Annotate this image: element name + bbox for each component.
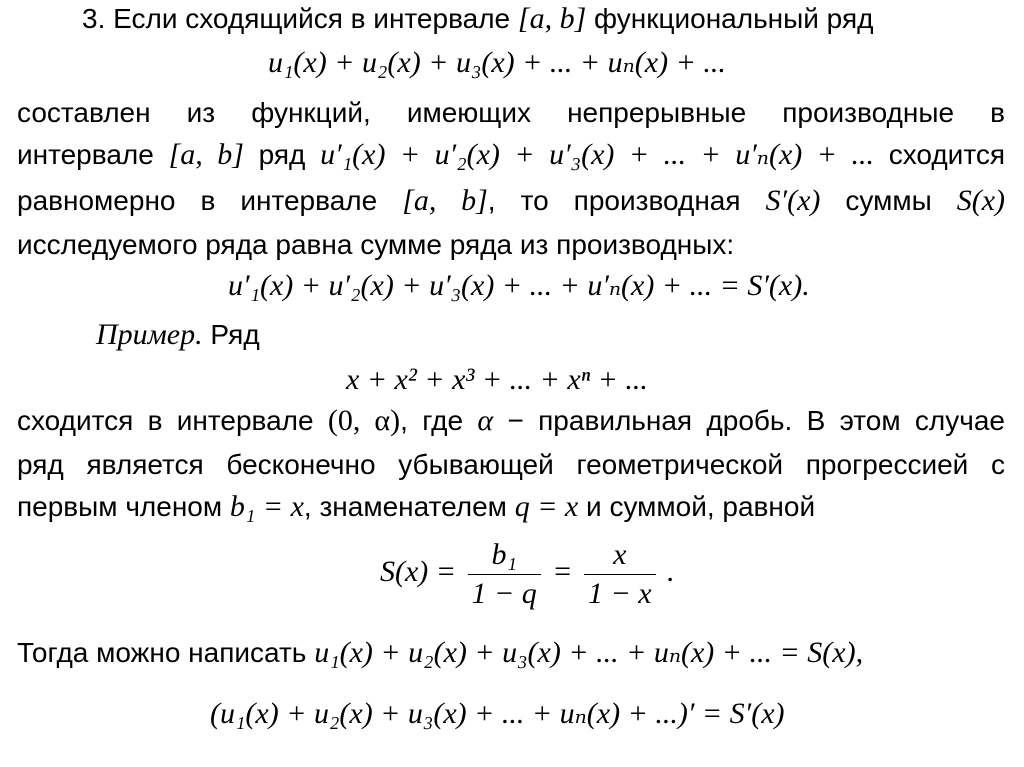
formula-period: . (667, 555, 675, 588)
first-term-eq: b₁ = x (229, 490, 304, 523)
text-line-9 (17, 636, 863, 670)
text-line-7: ряд является бесконечно убывающей геометрической прогрессией с (17, 449, 1005, 480)
word-ratio: , знаменателем (303, 491, 507, 522)
fraction-b1-over-1mq (468, 536, 541, 613)
word-first-term: первым членом (17, 491, 223, 522)
text-line-8 (17, 490, 815, 524)
text-line-1 (82, 2, 873, 36)
word-proper-fraction: − правильная дробь. В этом случае (507, 405, 1005, 436)
word-interval: интервале (17, 139, 154, 170)
sum-lhs: S(x) = (380, 555, 457, 588)
formula-sum (380, 532, 675, 613)
formula-sum-equals-S: u₁(x) + u₂(x) + u₃(x) + ... + uₙ(x) + ... = S(x), (314, 636, 864, 669)
word-then-can-write: Тогда можно написать (17, 637, 307, 668)
formula-final-derivative: (u₁(x) + u₂(x) + u₃(x) + ... + uₙ(x) + ...)′ = S′(x) (210, 697, 785, 730)
formula-series-x: x + x² + x³ + ... + xⁿ + ... (346, 363, 648, 396)
alpha-symbol: α (477, 404, 494, 437)
interval-ab-1: [a, b] (517, 2, 587, 35)
fraction-x-over-1mx (584, 536, 656, 613)
text-line-4 (17, 184, 1005, 218)
text-line-2: составлен из функций, имеющих непрерывные производные в (17, 97, 1005, 128)
example-label: Пример. (96, 318, 203, 351)
example-line (96, 318, 260, 352)
derivative-S: S′(x) (765, 184, 821, 217)
equals-sign: = (552, 555, 573, 588)
text-line-3 (17, 138, 1005, 172)
word-where: , где (400, 405, 464, 436)
word-series: ряд (258, 139, 306, 170)
word-sum: суммы (845, 185, 932, 216)
interval-ab-3: [a, b] (402, 184, 488, 217)
formula-series-u: u₁(x) + u₂(x) + u₃(x) + ... + uₙ(x) + ... (268, 46, 726, 79)
sum-S: S(x) (956, 184, 1006, 217)
ratio-eq: q = x (514, 490, 579, 523)
example-text: Ряд (210, 319, 260, 350)
theorem-intro-end: функциональный ряд (594, 3, 874, 34)
word-then-derivative: , то производная (487, 185, 741, 216)
theorem-intro: 3. Если сходящийся в интервале (82, 3, 511, 34)
word-uniformly: равномерно в интервале (17, 185, 378, 216)
text-line-5: исследуемого ряда равна сумме ряда из производных: (17, 229, 735, 260)
word-and-sum: и суммой, равной (586, 491, 816, 522)
word-converges-in: сходится в интервале (17, 405, 314, 436)
formula-derivative-series: u′₁(x) + u′₂(x) + u′₃(x) + ... + u′ₙ(x) + ... = S′(x). (228, 269, 810, 302)
interval-ab-2: [a, b] (168, 138, 244, 171)
interval-0-alpha: (0, α) (327, 404, 401, 437)
fraction-2-denominator: 1 − x (588, 576, 652, 610)
formula-series-uprime: u′₁(x) + u′₂(x) + u′₃(x) + ... + u′ₙ(x) + ... (320, 138, 874, 171)
fraction-1-numerator: b₁ (468, 536, 541, 575)
word-converges: сходится (888, 139, 1005, 170)
text-line-6 (17, 404, 1005, 438)
fraction-2-numerator: x (584, 536, 656, 575)
fraction-1-denominator: 1 − q (471, 576, 537, 610)
